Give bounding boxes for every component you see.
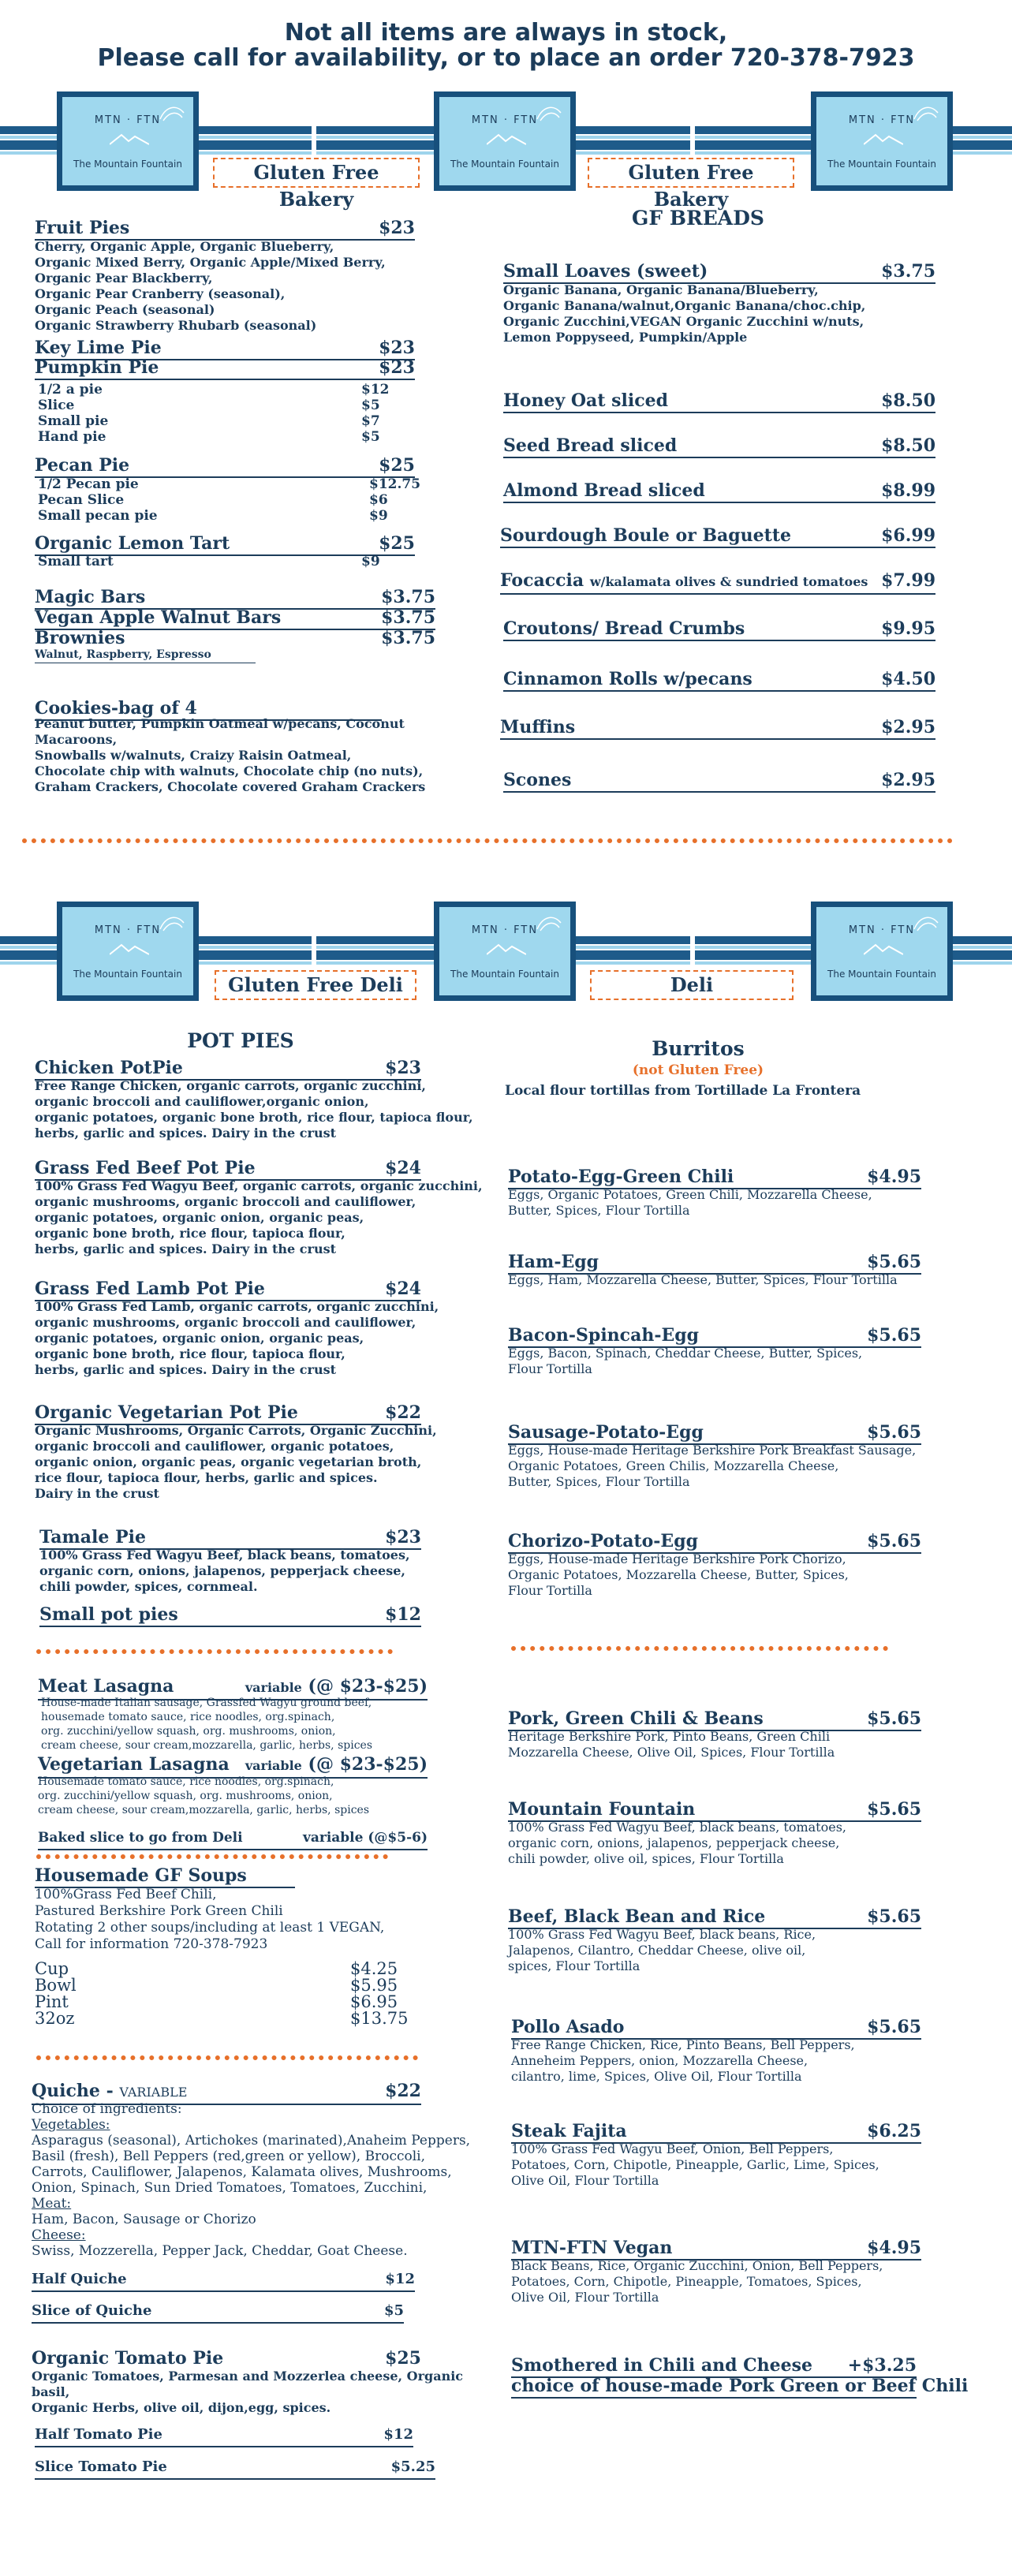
quiche-item: Quiche - VARIABLE $22 — [32, 2080, 421, 2105]
mountain-icon — [864, 132, 903, 146]
pot-pie-desc: 100% Grass Fed Wagyu Beef, black beans, tomatoes, organic corn, onions, jalapenos, pepperjack cheese, chili powder, spices, cornmeal. — [39, 1547, 410, 1594]
burrito-item: Ham-Egg $5.65 — [508, 1251, 921, 1275]
swirl-icon — [913, 103, 939, 122]
pot-pie-desc: 100% Grass Fed Wagyu Beef, organic carrots, organic zucchini, organic mushrooms, organic broccoli and cauliflower, organic potatoes, organic onion, organic peas, organic bone broth, rice flour, tapioca flour, herbs, garlic and spices. Dairy in the crust — [35, 1178, 483, 1256]
gluten-free-bakery-tag: Gluten Free Bakery — [213, 158, 420, 188]
gf-breads-title: GF BREADS — [632, 207, 764, 230]
pot-pies-title: POT PIES — [187, 1029, 294, 1052]
soups-item: Housemade GF Soups — [35, 1865, 295, 1888]
burrito-desc: Eggs, House-made Heritage Berkshire Pork Chorizo, Organic Potatoes, Mozzarella Cheese, Butter, Spices, Flour Tortilla — [508, 1551, 849, 1598]
swirl-icon — [536, 913, 562, 932]
mountain-icon — [864, 942, 903, 956]
burritos-subtitle: (not Gluten Free) — [632, 1062, 764, 1078]
burrito-desc: Eggs, Ham, Mozzarella Cheese, Butter, Spices, Flour Tortilla — [508, 1272, 898, 1287]
section-divider — [36, 1649, 393, 1654]
burrito-desc: Black Beans, Rice, Organic Zucchini, Onion, Bell Peppers, Potatoes, Corn, Chipotle, Pineapple, Tomatoes, Spices, Olive Oil, Flour Tortilla — [511, 2258, 883, 2305]
menu-item-cookies: Cookies-bag of 4 — [35, 697, 382, 721]
bread-item: Almond Bread sliced $8.99 — [503, 480, 935, 503]
bakery-banner — [0, 91, 1012, 194]
quiche-desc: Choice of ingredients: Vegetables: Asparagus (seasonal), Artichokes (marinated),Anaheim Peppers, Basil (fresh), Bell Peppers (red,green or yellow), Broccoli, Carrots, Cauliflower, Jalapenos, Kalamata olives, Mushrooms, Onion, Spinach, Sun Dried Tomatoes, Tomatoes, Zucchini, Meat: Ham, Bacon, Sausage or Chorizo Cheese: Swiss, Mozzerella, Pepper Jack, Cheddar, Goat Cheese. — [32, 2101, 471, 2259]
menu-item-brownies: Brownies $3.75 — [35, 628, 435, 648]
soup-size: Pint $6.95 — [35, 1992, 398, 2011]
logo-badge: MTN · FTN The Mountain Fountain — [811, 902, 953, 1001]
tomato-pie-item: Organic Tomato Pie $25 — [32, 2348, 421, 2369]
burrito-item: Chorizo-Potato-Egg $5.65 — [508, 1530, 921, 1554]
burrito-desc: Free Range Chicken, Rice, Pinto Beans, Bell Peppers, Anneheim Peppers, onion, Mozzarella Cheese, cilantro, lime, Spices, Olive Oil, Flour Tortilla — [511, 2037, 855, 2084]
size-row: 1/2 Pecan pie $12.75 — [38, 476, 421, 492]
menu-item-pumpkin-pie: Pumpkin Pie $23 — [35, 357, 415, 380]
pot-pie-desc: Organic Mushrooms, Organic Carrots, Organic Zucchini, organic broccoli and cauliflower, organic potatoes, organic onion, organic peas, organic vegetarian broth, rice flour, tapioca flour, herbs, garlic and spices. Dairy in the crust — [35, 1423, 437, 1501]
section-divider — [36, 2055, 418, 2060]
burrito-item: Bacon-Spincah-Egg $5.65 — [508, 1324, 921, 1348]
tortilla-note: Local flour tortillas from Tortillade La Frontera — [505, 1083, 861, 1099]
burrito-desc: Eggs, Bacon, Spinach, Cheddar Cheese, Butter, Spices, Flour Tortilla — [508, 1346, 863, 1376]
size-row: Small pecan pie $9 — [38, 508, 388, 524]
mountain-icon — [487, 942, 526, 956]
soup-size: Bowl $5.95 — [35, 1976, 398, 1995]
brownies-desc: Walnut, Raspberry, Espresso — [35, 647, 256, 663]
bread-item: Croutons/ Bread Crumbs $9.95 — [503, 618, 935, 641]
burrito-desc: Eggs, Organic Potatoes, Green Chili, Mozzarella Cheese, Butter, Spices, Flour Tortilla — [508, 1187, 872, 1218]
pot-pie-item: Organic Vegetarian Pot Pie $22 — [35, 1402, 421, 1425]
menu-item-fruit-pies: Fruit Pies $23 — [35, 217, 415, 241]
pot-pie-desc: 100% Grass Fed Lamb, organic carrots, organic zucchini, organic mushrooms, organic broccoli and cauliflower, organic potatoes, organic onion, organic peas, organic bone broth, rice flour, tapioca flour, herbs, garlic and spices. Dairy in the crust — [35, 1299, 439, 1377]
pot-pie-item: Grass Fed Beef Pot Pie $24 — [35, 1157, 421, 1181]
burrito-desc: Heritage Berkshire Pork, Pinto Beans, Green Chili Mozzarella Cheese, Olive Oil, Spices, Flour Tortilla — [508, 1729, 835, 1760]
burrito-item: Pollo Asado $5.65 — [511, 2016, 921, 2040]
pot-pie-item: Grass Fed Lamb Pot Pie $24 — [35, 1278, 421, 1301]
burrito-desc: 100% Grass Fed Wagyu Beef, Onion, Bell Peppers, Potatoes, Corn, Chipotle, Pineapple, Garlic, Lime, Spices, Olive Oil, Flour Tortilla — [511, 2141, 879, 2188]
size-row: Hand pie $5 — [38, 429, 380, 445]
lasagna-desc: Housemade tomato sauce, rice noodles, org.spinach, org. zucchini/yellow squash, org. mushrooms, onion, cream cheese, sour cream,mozzarella, garlic, herbs, spices — [38, 1775, 370, 1816]
lasagna-desc: House-made Italian sausage, Grassfed Wagyu ground beef, housemade tomato sauce, rice noodles, org.spinach, org. zucchini/yellow squash, org. mushrooms, onion, cream cheese, sour cream,mozzarella, garlic, herbs, spices — [41, 1697, 373, 1752]
swirl-icon — [159, 103, 185, 122]
burrito-desc: Eggs, House-made Heritage Berkshire Pork Breakfast Sausage, Organic Potatoes, Green Chilis, Mozzarella Cheese, Butter, Spices, Flour Tortilla — [508, 1443, 917, 1489]
logo-badge: MTN · FTN The Mountain Fountain — [57, 902, 199, 1001]
soups-desc: 100%Grass Fed Beef Chili, Pastured Berkshire Pork Green Chili Rotating 2 other soups/including at least 1 VEGAN, Call for information 720-378-7923 — [35, 1887, 385, 1952]
mountain-icon — [487, 132, 526, 146]
burrito-item: Mountain Fountain $5.65 — [508, 1798, 921, 1822]
bread-item: Sourdough Boule or Baguette $6.99 — [500, 525, 935, 548]
burrito-item: Sausage-Potato-Egg $5.65 — [508, 1421, 921, 1445]
pot-pie-desc: Free Range Chicken, organic carrots, organic zucchini, organic broccoli and cauliflower,organic onion, organic potatoes, organic bone broth, rice flour, tapioca flour, herbs, garlic and spices. Dairy in the crust — [35, 1078, 473, 1141]
bread-desc: Organic Banana, Organic Banana/Blueberry, Organic Banana/walnut,Organic Banana/choc.chip, Organic Zucchini,VEGAN Organic Zucchini w/nuts, Lemon Poppyseed, Pumpkin/Apple — [503, 282, 866, 345]
burrito-item: Potato-Egg-Green Chili $4.95 — [508, 1166, 921, 1189]
bread-item: Muffins $2.95 — [500, 716, 935, 740]
swirl-icon — [913, 913, 939, 932]
lasagna-item: Vegetarian Lasagna variable (@ $23-$25) — [38, 1753, 428, 1779]
burrito-item: Pork, Green Chili & Beans $5.65 — [508, 1708, 921, 1731]
logo-badge: MTN · FTN The Mountain Fountain — [434, 902, 576, 1001]
gluten-free-bakery-tag: Gluten Free Bakery — [588, 158, 794, 188]
logo-badge: MTN · FTN The Mountain Fountain — [434, 91, 576, 191]
logo-badge: MTN · FTN The Mountain Fountain — [811, 91, 953, 191]
slice-tomato-pie-item: Slice Tomato Pie $5.25 — [35, 2456, 435, 2480]
half-quiche-item: Half Quiche $12 — [32, 2268, 415, 2292]
menu-item-walnut-bars: Vegan Apple Walnut Bars $3.75 — [35, 607, 435, 630]
bread-item: Honey Oat sliced $8.50 — [503, 390, 935, 413]
notice-line-1: Not all items are always in stock, — [284, 19, 728, 47]
section-divider — [22, 838, 953, 843]
gluten-free-deli-tag: Gluten Free Deli — [215, 970, 416, 1000]
swirl-icon — [159, 913, 185, 932]
menu-item-key-lime-pie: Key Lime Pie $23 — [35, 337, 415, 360]
bread-item: Small Loaves (sweet) $3.75 — [503, 260, 935, 284]
baked-slice-item: Baked slice to go from Deli variable (@$5-6) — [38, 1827, 428, 1850]
soup-size: 32oz $13.75 — [35, 2009, 409, 2028]
burrito-item: Steak Fajita $6.25 — [511, 2120, 921, 2144]
tomato-pie-desc: Organic Tomatoes, Parmesan and Mozzerlea cheese, Organic basil, Organic Herbs, olive oil, dijon,egg, spices. — [32, 2369, 464, 2415]
half-tomato-pie-item: Half Tomato Pie $12 — [35, 2424, 413, 2447]
swirl-icon — [536, 103, 562, 122]
bread-item: Focaccia w/kalamata olives & sundried tomatoes $7.99 — [500, 569, 935, 595]
menu-item-magic-bars: Magic Bars $3.75 — [35, 586, 435, 610]
slice-quiche-item: Slice of Quiche $5 — [32, 2300, 404, 2324]
pot-pie-item: Small pot pies $12 — [39, 1603, 421, 1627]
bread-item: Scones $2.95 — [503, 769, 935, 793]
burrito-item: Beef, Black Bean and Rice $5.65 — [508, 1906, 921, 1929]
burrito-item: MTN-FTN Vegan $4.95 — [511, 2237, 921, 2261]
section-divider — [36, 1854, 388, 1859]
smothered-addon-detail: choice of house-made Pork Green or Beef Chili — [511, 2375, 917, 2399]
menu-item-pecan-pie: Pecan Pie $25 — [35, 454, 415, 478]
deli-tag: Deli — [590, 970, 794, 1000]
logo-badge: MTN · FTN The Mountain Fountain — [57, 91, 199, 191]
bread-item: Cinnamon Rolls w/pecans $4.50 — [503, 668, 935, 692]
size-row: 1/2 a pie $12 — [38, 382, 390, 398]
smothered-addon: Smothered in Chili and Cheese +$3.25 — [511, 2354, 917, 2378]
pot-pie-item: Tamale Pie $23 — [39, 1526, 421, 1550]
size-row: Small tart $9 — [38, 554, 380, 569]
fruit-pies-desc: Cherry, Organic Apple, Organic Blueberry, Organic Mixed Berry, Organic Apple/Mixed Berry, Organic Pear Blackberry, Organic Pear Cranberry (seasonal), Organic Peach (seasonal) Organic Strawberry Rhubarb (seasonal) — [35, 239, 386, 333]
mountain-icon — [110, 132, 149, 146]
size-row: Small pie $7 — [38, 413, 380, 429]
size-row: Slice $5 — [38, 398, 380, 413]
burrito-desc: 100% Grass Fed Wagyu Beef, black beans, tomatoes, organic corn, onions, jalapenos, pepperjack cheese, chili powder, olive oil, spices, Flour Tortilla — [508, 1820, 846, 1866]
lasagna-item: Meat Lasagna variable (@ $23-$25) — [38, 1675, 428, 1701]
burritos-title: Burritos — [652, 1037, 745, 1060]
notice-line-2: Please call for availability, or to place an order 720-378-7923 — [97, 44, 915, 72]
burrito-desc: 100% Grass Fed Wagyu Beef, black beans, Rice, Jalapenos, Cilantro, Cheddar Cheese, olive oil, spices, Flour Tortilla — [508, 1927, 816, 1973]
bread-item: Seed Bread sliced $8.50 — [503, 435, 935, 458]
size-row: Pecan Slice $6 — [38, 492, 388, 508]
mountain-icon — [110, 942, 149, 956]
soup-size: Cup $4.25 — [35, 1959, 398, 1978]
section-divider — [511, 1646, 888, 1651]
menu-item-lemon-tart: Organic Lemon Tart $25 — [35, 532, 415, 556]
cookies-desc: Peanut butter, Pumpkin Oatmeal w/pecans, Coconut Macaroons, Snowballs w/walnuts, Craizy Raisin Oatmeal, Chocolate chip with walnuts, Chocolate chip (no nuts), Graham Crackers, Chocolate covered Graham Crackers — [35, 716, 426, 794]
pot-pie-item: Chicken PotPie $23 — [35, 1057, 421, 1081]
deli-banner — [0, 902, 1012, 1004]
